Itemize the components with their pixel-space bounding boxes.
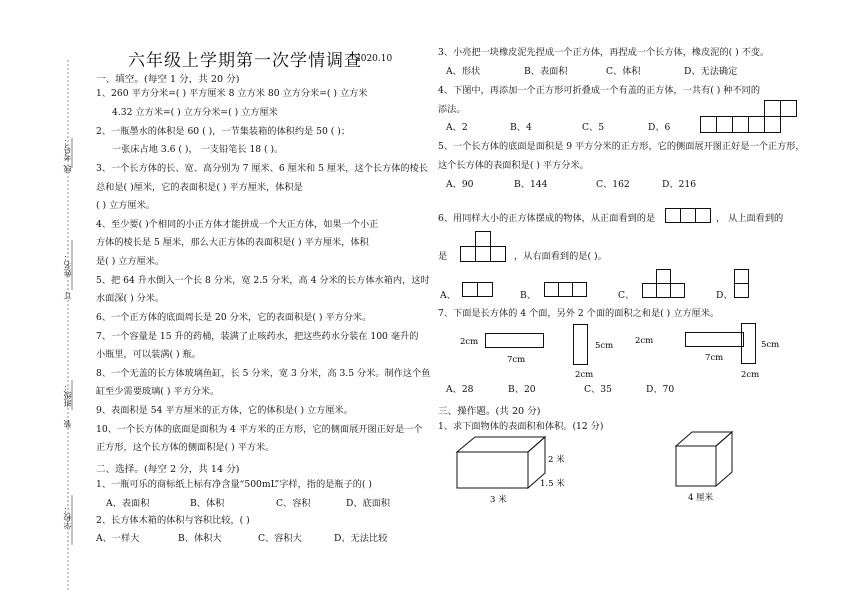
s2-q6-option-a: A、 xyxy=(440,290,456,301)
s3-q1: 1、求下面物体的表面积和体积。(12 分) xyxy=(438,421,604,432)
s2-q2-option-b: B、体积大 xyxy=(178,533,222,544)
s2-q6-option-b-figure xyxy=(544,282,590,298)
section2-heading: 二、选择。(每空 2 分，共 14 分) xyxy=(96,464,240,475)
s1-q1-line2: 4.32 立方米=( ) 立方分米=( ) 立方厘米 xyxy=(112,107,278,118)
s2-q6-option-c-figure xyxy=(642,269,688,299)
s2-q1: 1、一瓶可乐的商标纸上标有净含量“500mL”字样，指的是瓶子的( ) xyxy=(96,479,372,490)
s2-q6-line2a: 是 xyxy=(438,251,448,262)
s2-q4-option-c: C、5 xyxy=(582,122,605,133)
side-label-kaohao: 考号： xyxy=(63,137,72,161)
side-label-ding: 订 xyxy=(63,292,72,300)
s2-q1-option-a: A、表面积 xyxy=(106,498,150,509)
s2-q3: 3、小亮把一块橡皮泥先捏成一个正方体，再捏成一个长方体，橡皮泥的( ) 不变。 xyxy=(438,47,770,58)
s2-q5-option-d: D、216 xyxy=(662,179,697,190)
side-label-xian: 线 xyxy=(63,165,72,173)
s1-q10-line1: 10、一个长方体的底面是面积为 4 平方米的正方形，它的侧面展开图正好是一个 xyxy=(96,424,423,435)
s2-q5-option-b: B、144 xyxy=(514,179,548,190)
s2-q7-option-a: A、28 xyxy=(446,384,474,395)
q7-label-7: 5cm xyxy=(761,340,780,350)
cuboid-figure xyxy=(452,432,602,512)
s2-q2-option-d: D、无法比较 xyxy=(334,533,388,544)
s2-q6-line1: 6、用同样大小的正方体摆成的物体，从正面看到的是 xyxy=(438,213,656,224)
s1-q3-line2: 总和是( )厘米，它的表面积是( ) 平方厘米，体积是 xyxy=(96,182,303,193)
s2-q2-option-c: C、容积大 xyxy=(258,533,302,544)
s1-q4-line2: 方体的棱长是 5 厘米，那么大正方体的表面积是( ) 平方厘米，体积 xyxy=(96,237,369,248)
cube-figure xyxy=(672,428,772,510)
s2-q5-option-a: A、90 xyxy=(446,179,474,190)
side-label-banji: 班级： xyxy=(63,383,72,407)
s2-q6-option-b: B、 xyxy=(520,290,536,301)
s2-q6-option-a-figure xyxy=(462,282,494,298)
s2-q4-option-b: B、4 xyxy=(510,122,532,133)
cube-edge-label: 4 厘米 xyxy=(688,493,714,503)
s1-q4-line1: 4、至少要( )个相同的小正方体才能拼成一个大正方体，如果一个小正 xyxy=(96,219,379,230)
s2-q2-option-a: A、一样大 xyxy=(96,533,140,544)
s2-q3-option-c: C、体积 xyxy=(606,66,641,77)
q7-label-3: 5cm xyxy=(595,341,614,351)
s2-q7-option-c: C、35 xyxy=(584,384,612,395)
side-label-zhuang: 装 xyxy=(63,420,72,428)
cuboid-length-label: 3 米 xyxy=(490,495,507,505)
s2-q3-option-a: A、形状 xyxy=(446,66,481,77)
s1-q8-line2: 缸至少需要玻璃( ) 平方分米。 xyxy=(96,386,220,397)
s1-q6: 6、一个正方体的底面周长是 20 分米，它的表面积是( ) 平方分米。 xyxy=(96,312,372,323)
s2-q4-option-a: A、2 xyxy=(446,122,468,133)
q7-label-6: 7cm xyxy=(705,353,724,363)
s1-q5-line2: 水面深( ) 分米。 xyxy=(96,293,165,304)
s2-q5-line2: 这个长方体的表面积是( ) 平方分米。 xyxy=(438,160,589,171)
q7-label-1: 2cm xyxy=(460,337,479,347)
s2-q7-option-d: D、70 xyxy=(646,384,675,395)
s2-q4-line1: 4、下图中，再添加一个正方形可折叠成一个有盖的正方体，一共有( ) 种不同的 xyxy=(438,85,761,96)
s1-q10-line2: 正方形，这个长方体的侧面积是( ) 平方米。 xyxy=(96,442,275,453)
s1-q3-line1: 3、一个长方体的长、宽、高分别为 7 厘米、6 厘米和 5 厘米，这个长方体的棱长 xyxy=(96,163,428,174)
q7-label-2: 7cm xyxy=(507,355,526,365)
s1-q2-line2: 一张床占地 3.6 ( )， 一支铅笔长 18 ( )。 xyxy=(112,144,284,155)
s2-q5-line1: 5、一个长方体的底面是面积是 9 平方分米的正方形，它的侧面展开图正好是一个正方形， xyxy=(438,141,805,152)
s1-q1-line1: 1、260 平方分米=( ) 平方厘米 8 立方米 80 立方分米=( ) 立方米 xyxy=(96,88,368,99)
s1-q2-line1: 2、一瓶墨水的体积是 60 ( )，一节集装箱的体积约是 50 ( )； xyxy=(96,126,351,137)
s2-q1-option-d: D、底面积 xyxy=(346,498,391,509)
s2-q1-option-b: B、体积 xyxy=(190,498,225,509)
section1-heading: 一、填空。(每空 1 分，共 20 分) xyxy=(96,74,240,85)
s1-q3-line3: ( ) 立方厘米。 xyxy=(96,200,155,211)
s2-q2: 2、长方体木箱的体积与容积比较，( ) xyxy=(96,515,250,526)
s1-q9: 9、表面积是 54 平方厘米的正方体，它的体积是( ) 立方厘米。 xyxy=(96,405,353,416)
s2-q5-option-c: C、162 xyxy=(596,179,630,190)
s2-q4-option-d: D、6 xyxy=(648,122,671,133)
side-label-xingming: 姓名： xyxy=(63,253,72,277)
section3-heading: 三、操作题。(共 20 分) xyxy=(438,406,541,417)
cuboid-height-label: 2 米 xyxy=(548,455,565,465)
s2-q3-option-d: D、无法确定 xyxy=(684,66,738,77)
s1-q5-line1: 5、把 64 升水倒入一个长 8 分米，宽 2.5 分米，高 4 分米的长方体水箱内，这时 xyxy=(96,275,430,286)
s2-q6-line1b: ， 从上面看到的 xyxy=(716,213,784,224)
s2-q4-line2: 添法。 xyxy=(438,104,466,115)
s1-q7-line2: 小瓶里，可以装满( ) 瓶。 xyxy=(96,349,201,360)
cuboid-width-label: 1.5 米 xyxy=(540,479,565,489)
q7-label-4: 2cm xyxy=(575,370,594,380)
s1-q4-line3: 是( ) 立方厘米。 xyxy=(96,256,165,267)
s2-q3-option-b: B、表面积 xyxy=(524,66,568,77)
s1-q8-line1: 8、一个无盖的长方体玻璃鱼缸，长 5 分米，宽 3 分米，高 3.5 分米。制作这个鱼 xyxy=(96,368,431,379)
s2-q7-option-b: B、20 xyxy=(508,384,536,395)
s2-q6-line2b: ，从右面看到的是( )。 xyxy=(514,251,607,262)
q7-label-8: 2cm xyxy=(741,370,760,380)
top-view-figure xyxy=(460,231,506,263)
s2-q7-faces-figure xyxy=(455,318,795,382)
s2-q7: 7、下面是长方体的 4 个面，另外 2 个面的面积之和是( ) 立方厘米。 xyxy=(438,308,720,319)
q7-label-5: 2cm xyxy=(635,336,654,346)
s2-q1-option-c: C、容积 xyxy=(276,498,311,509)
side-label-xuexiao: 学校： xyxy=(63,505,72,529)
exam-date: 2020.10 xyxy=(355,54,393,64)
cube-net-figure xyxy=(700,100,800,134)
s2-q6-option-c: C、 xyxy=(618,290,635,301)
page-title: 六年级上学期第一次学情调查 xyxy=(128,51,362,71)
s2-q6-option-d: D、 xyxy=(716,290,733,301)
front-view-figure xyxy=(665,208,711,224)
s2-q6-option-d-figure xyxy=(734,269,750,299)
s1-q7-line1: 7、一个容量是 15 升的药桶，装满了止咳药水，把这些药水分装在 100 毫升的 xyxy=(96,331,419,342)
